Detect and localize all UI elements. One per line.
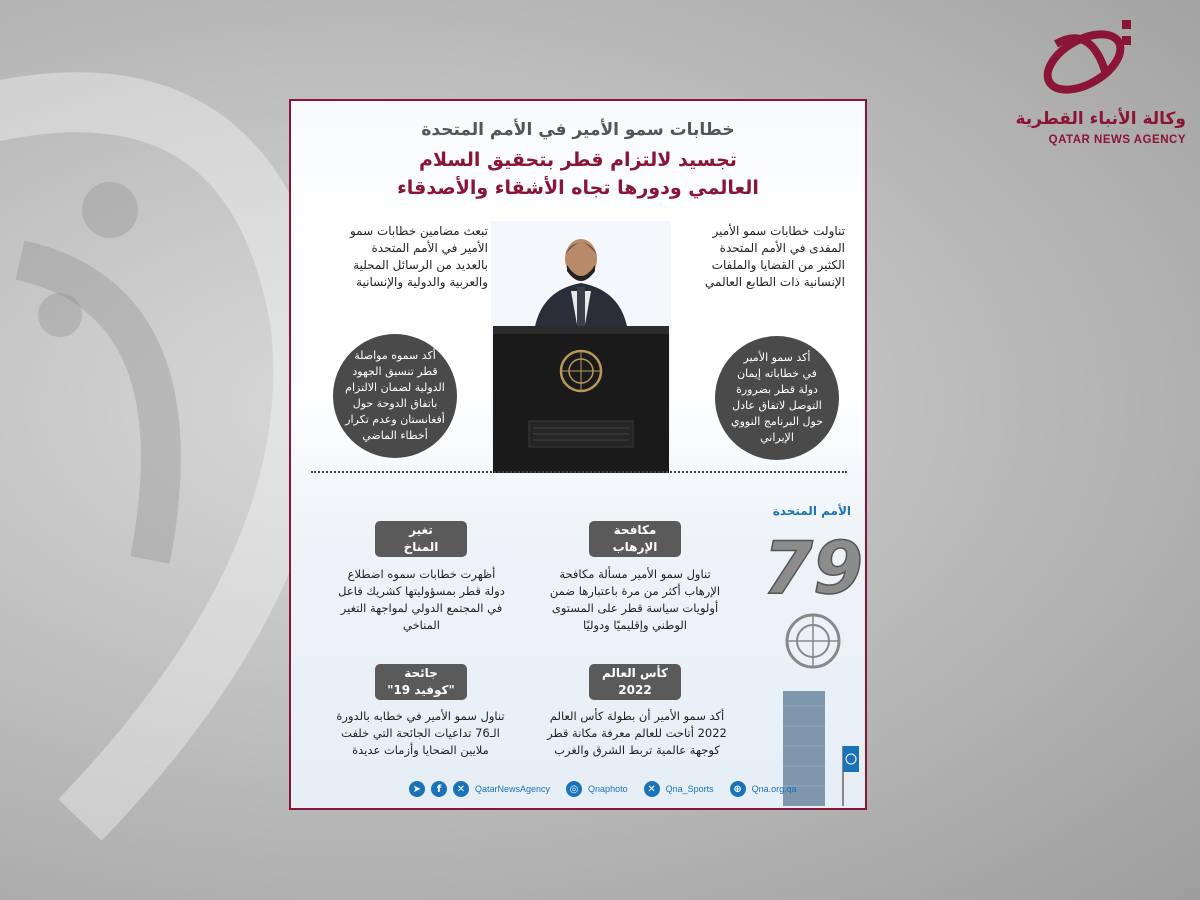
top-left-paragraph [323, 223, 488, 291]
text-line: تناول سمو الأمير مسألة مكافحة [559, 567, 711, 581]
text-line: والعربية والدولية والإنسانية [356, 275, 488, 289]
text-line: الإرهاب أكثر من مرة باعتبارها ضمن [549, 584, 721, 598]
tag-line: الإرهاب [612, 540, 658, 554]
iran-nuclear-circle [715, 336, 839, 460]
text-line: المفدى في الأمم المتحدة [719, 241, 845, 255]
text-line: الـ76 تداعيات الجائحة التي خلفت [341, 726, 500, 740]
text-line: الإنسانية ذات الطابع العالمي [705, 275, 845, 289]
telegram-icon[interactable]: ➤ [409, 781, 425, 797]
website-link[interactable]: Qna.org.qa [751, 784, 797, 794]
climate-text [319, 566, 524, 634]
x-icon[interactable]: ✕ [644, 781, 660, 797]
text-line: الوطني وإقليميًا ودوليًا [582, 618, 687, 632]
covid-text [313, 708, 528, 759]
covid-tag [375, 664, 467, 700]
instagram-icon[interactable]: ◎ [566, 781, 582, 797]
worldcup-text [527, 708, 747, 759]
text-line: أظهرت خطابات سموه اضطلاع [347, 567, 496, 581]
terrorism-text [535, 566, 735, 634]
top-right-paragraph [675, 223, 845, 291]
text-line: الأمير في الأمم المتحدة [371, 241, 488, 255]
text-line: قطر تنسيق الجهود [352, 365, 438, 378]
text-line: بالعديد من الرسائل المحلية [353, 258, 488, 272]
text-line: أفغانستان وعدم تكرار [345, 413, 445, 426]
tag-line: تغير [409, 523, 433, 537]
text-line: دولة قطر بضرورة [736, 383, 818, 396]
un-label: الأمم المتحدة [772, 504, 851, 518]
x-icon[interactable]: ✕ [453, 781, 469, 797]
logo-arabic-text: وكالة الأنباء القطرية [1015, 109, 1186, 129]
text-line: الدولية لضمان الالتزام [345, 381, 445, 394]
tag-line: كأس العالم [601, 666, 669, 680]
text-line: أكد سمو الأمير [743, 351, 811, 364]
terrorism-tag [589, 521, 681, 557]
text-line: أخطاء الماضي [362, 429, 428, 442]
text-line: 2022 أتاحت للعالم معرفة مكانة قطر [547, 726, 727, 740]
header-subtitle: خطابات سمو الأمير في الأمم المتحدة [421, 120, 735, 140]
text-line: الإيراني [760, 431, 794, 444]
text-line: تناول سمو الأمير في خطابه بالدورة [336, 709, 505, 723]
un-79-number: 79 [763, 526, 863, 610]
text-line: حول البرنامج النووي [731, 415, 824, 428]
text-line: دولة قطر بمسؤوليتها كشريك فاعل [338, 584, 505, 598]
social-footer [409, 779, 807, 799]
text-line: أولويات سياسة قطر على المستوى [551, 601, 719, 615]
text-line: أكد سموه مواصلة [354, 349, 436, 362]
facebook-icon[interactable]: f [431, 781, 447, 797]
tag-line: "كوفيد 19" [387, 683, 455, 697]
infographic-card [289, 99, 867, 810]
text-line: تبعث مضامين خطابات سمو [349, 224, 488, 238]
social-handle-sports[interactable]: Qna_Sports [665, 784, 714, 794]
tag-line: جائحة [404, 666, 438, 680]
worldcup-tag [589, 664, 681, 700]
text-line: أكد سمو الأمير أن بطولة كأس العالم [549, 709, 725, 723]
un-79-illustration [763, 501, 863, 810]
text-line: المناخي [402, 618, 440, 632]
text-line: كوجهة عالمية تربط الشرق والغرب [554, 743, 720, 757]
qna-logo-icon [1036, 14, 1146, 104]
text-line: التوصل لاتفاق عادل [732, 399, 822, 412]
logo-english-text: QATAR NEWS AGENCY [1048, 134, 1186, 146]
tag-line: مكافحة [613, 523, 657, 537]
afghanistan-circle [333, 334, 457, 458]
text-line: ملايين الضحايا وأزمات عديدة [352, 743, 489, 757]
climate-tag [375, 521, 467, 557]
text-line: تناولت خطابات سمو الأمير [712, 224, 845, 238]
speaker-at-podium-image [491, 221, 671, 473]
text-line: في المجتمع الدولي لمواجهة التغير [340, 601, 503, 615]
dotted-divider [311, 471, 847, 473]
social-handle-photo[interactable]: Qnaphoto [588, 784, 628, 794]
header-title-line2: العالمي ودورها تجاه الأشقاء والأصدقاء [397, 177, 759, 199]
text-line: الكثير من القضايا والملفات [711, 258, 845, 272]
text-line: باتفاق الدوحة حول [352, 397, 438, 410]
globe-icon[interactable]: ⊕ [730, 781, 746, 797]
tag-line: 2022 [618, 683, 652, 697]
text-line: في خطاباته إيمان [737, 367, 817, 380]
tag-line: المناخ [403, 540, 439, 554]
social-handle-qna[interactable]: QatarNewsAgency [475, 784, 551, 794]
header-title-line1: تجسيد لالتزام قطر بتحقيق السلام [419, 149, 737, 171]
